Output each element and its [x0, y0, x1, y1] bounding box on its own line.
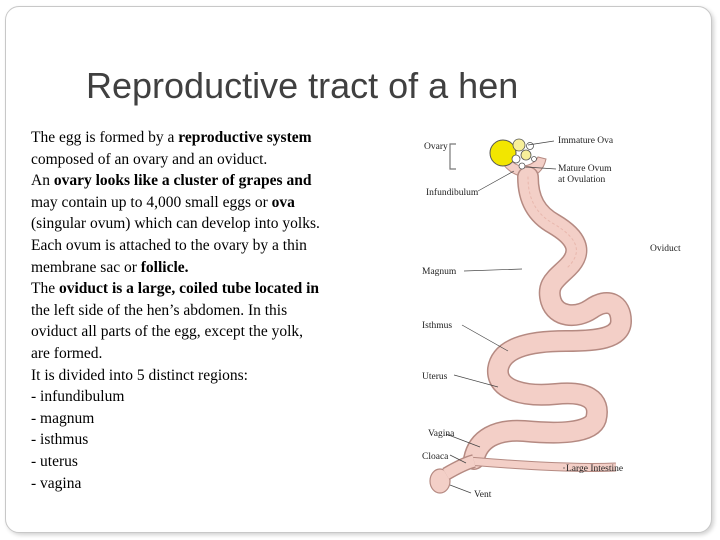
- label-isthmus: Isthmus: [422, 321, 453, 331]
- body-line: [31, 127, 376, 149]
- label-vent: Vent: [474, 490, 492, 500]
- text-run: - uterus: [31, 452, 78, 470]
- label-vagina: Vagina: [428, 429, 455, 439]
- label-uterus: Uterus: [422, 372, 448, 382]
- body-line: [31, 257, 376, 279]
- bold-text: follicle.: [140, 258, 189, 276]
- bold-text: reproductive system: [178, 129, 312, 146]
- body-line: [31, 235, 376, 257]
- label-magnum: Magnum: [422, 267, 457, 277]
- body-line: [31, 321, 376, 343]
- label-ovary: Ovary: [424, 142, 448, 152]
- label-large-intestine: Large Intestine: [566, 464, 624, 474]
- body-line: [31, 213, 376, 235]
- bold-text: ova: [271, 193, 295, 211]
- text-run: Each ovum is attached to the ovary by a thin: [31, 236, 307, 254]
- bold-text: oviduct is a large, coiled tube located in: [58, 280, 320, 298]
- text-run: It is divided into 5 distinct regions:: [31, 366, 248, 384]
- text-run: The egg is formed by a: [31, 129, 179, 146]
- body-text: [31, 127, 376, 494]
- body-line: [31, 386, 376, 408]
- body-line: [31, 300, 376, 322]
- label-infundibulum: Infundibulum: [426, 188, 479, 198]
- text-run: may contain up to 4,000 small eggs or: [31, 193, 272, 211]
- text-run: An: [31, 172, 54, 190]
- label-at-ovulation: at Ovulation: [558, 175, 606, 185]
- text-run: (singular ovum) which can develop into yolks.: [31, 215, 320, 233]
- text-run: membrane sac or: [31, 258, 141, 276]
- label-mature-ovum: Mature Ovum: [558, 164, 612, 174]
- body-line: [31, 170, 376, 192]
- text-run: - isthmus: [31, 431, 89, 449]
- body-line: [31, 192, 376, 214]
- text-run: - vagina: [31, 474, 82, 492]
- body-line: [31, 343, 376, 365]
- text-run: The: [31, 280, 59, 298]
- body-line: [31, 408, 376, 430]
- body-line: [31, 365, 376, 387]
- ovary-bracket: [450, 144, 456, 169]
- slide-title: Reproductive tract of a hen: [86, 65, 519, 106]
- text-run: - infundibulum: [31, 388, 125, 406]
- label-immature-ova: Immature Ova: [558, 136, 614, 146]
- text-run: are formed.: [31, 344, 103, 362]
- body-line: [31, 451, 376, 473]
- hen-reproductive-tract-diagram: [416, 129, 706, 504]
- body-line: [31, 278, 376, 300]
- bold-text: ovary looks like a cluster of grapes and: [53, 172, 312, 190]
- body-line: [31, 429, 376, 451]
- text-run: - magnum: [31, 409, 95, 427]
- slide: [5, 6, 712, 533]
- text-run: composed of an ovary and an oviduct.: [31, 150, 268, 168]
- body-line: [31, 149, 376, 171]
- label-oviduct: Oviduct: [650, 244, 681, 254]
- text-run: the left side of the hen’s abdomen. In this: [31, 301, 288, 319]
- oviduct-tube: [474, 177, 621, 459]
- body-line: [31, 473, 376, 495]
- text-run: oviduct all parts of the egg, except the yolk,: [31, 323, 304, 341]
- label-cloaca: Cloaca: [422, 452, 449, 462]
